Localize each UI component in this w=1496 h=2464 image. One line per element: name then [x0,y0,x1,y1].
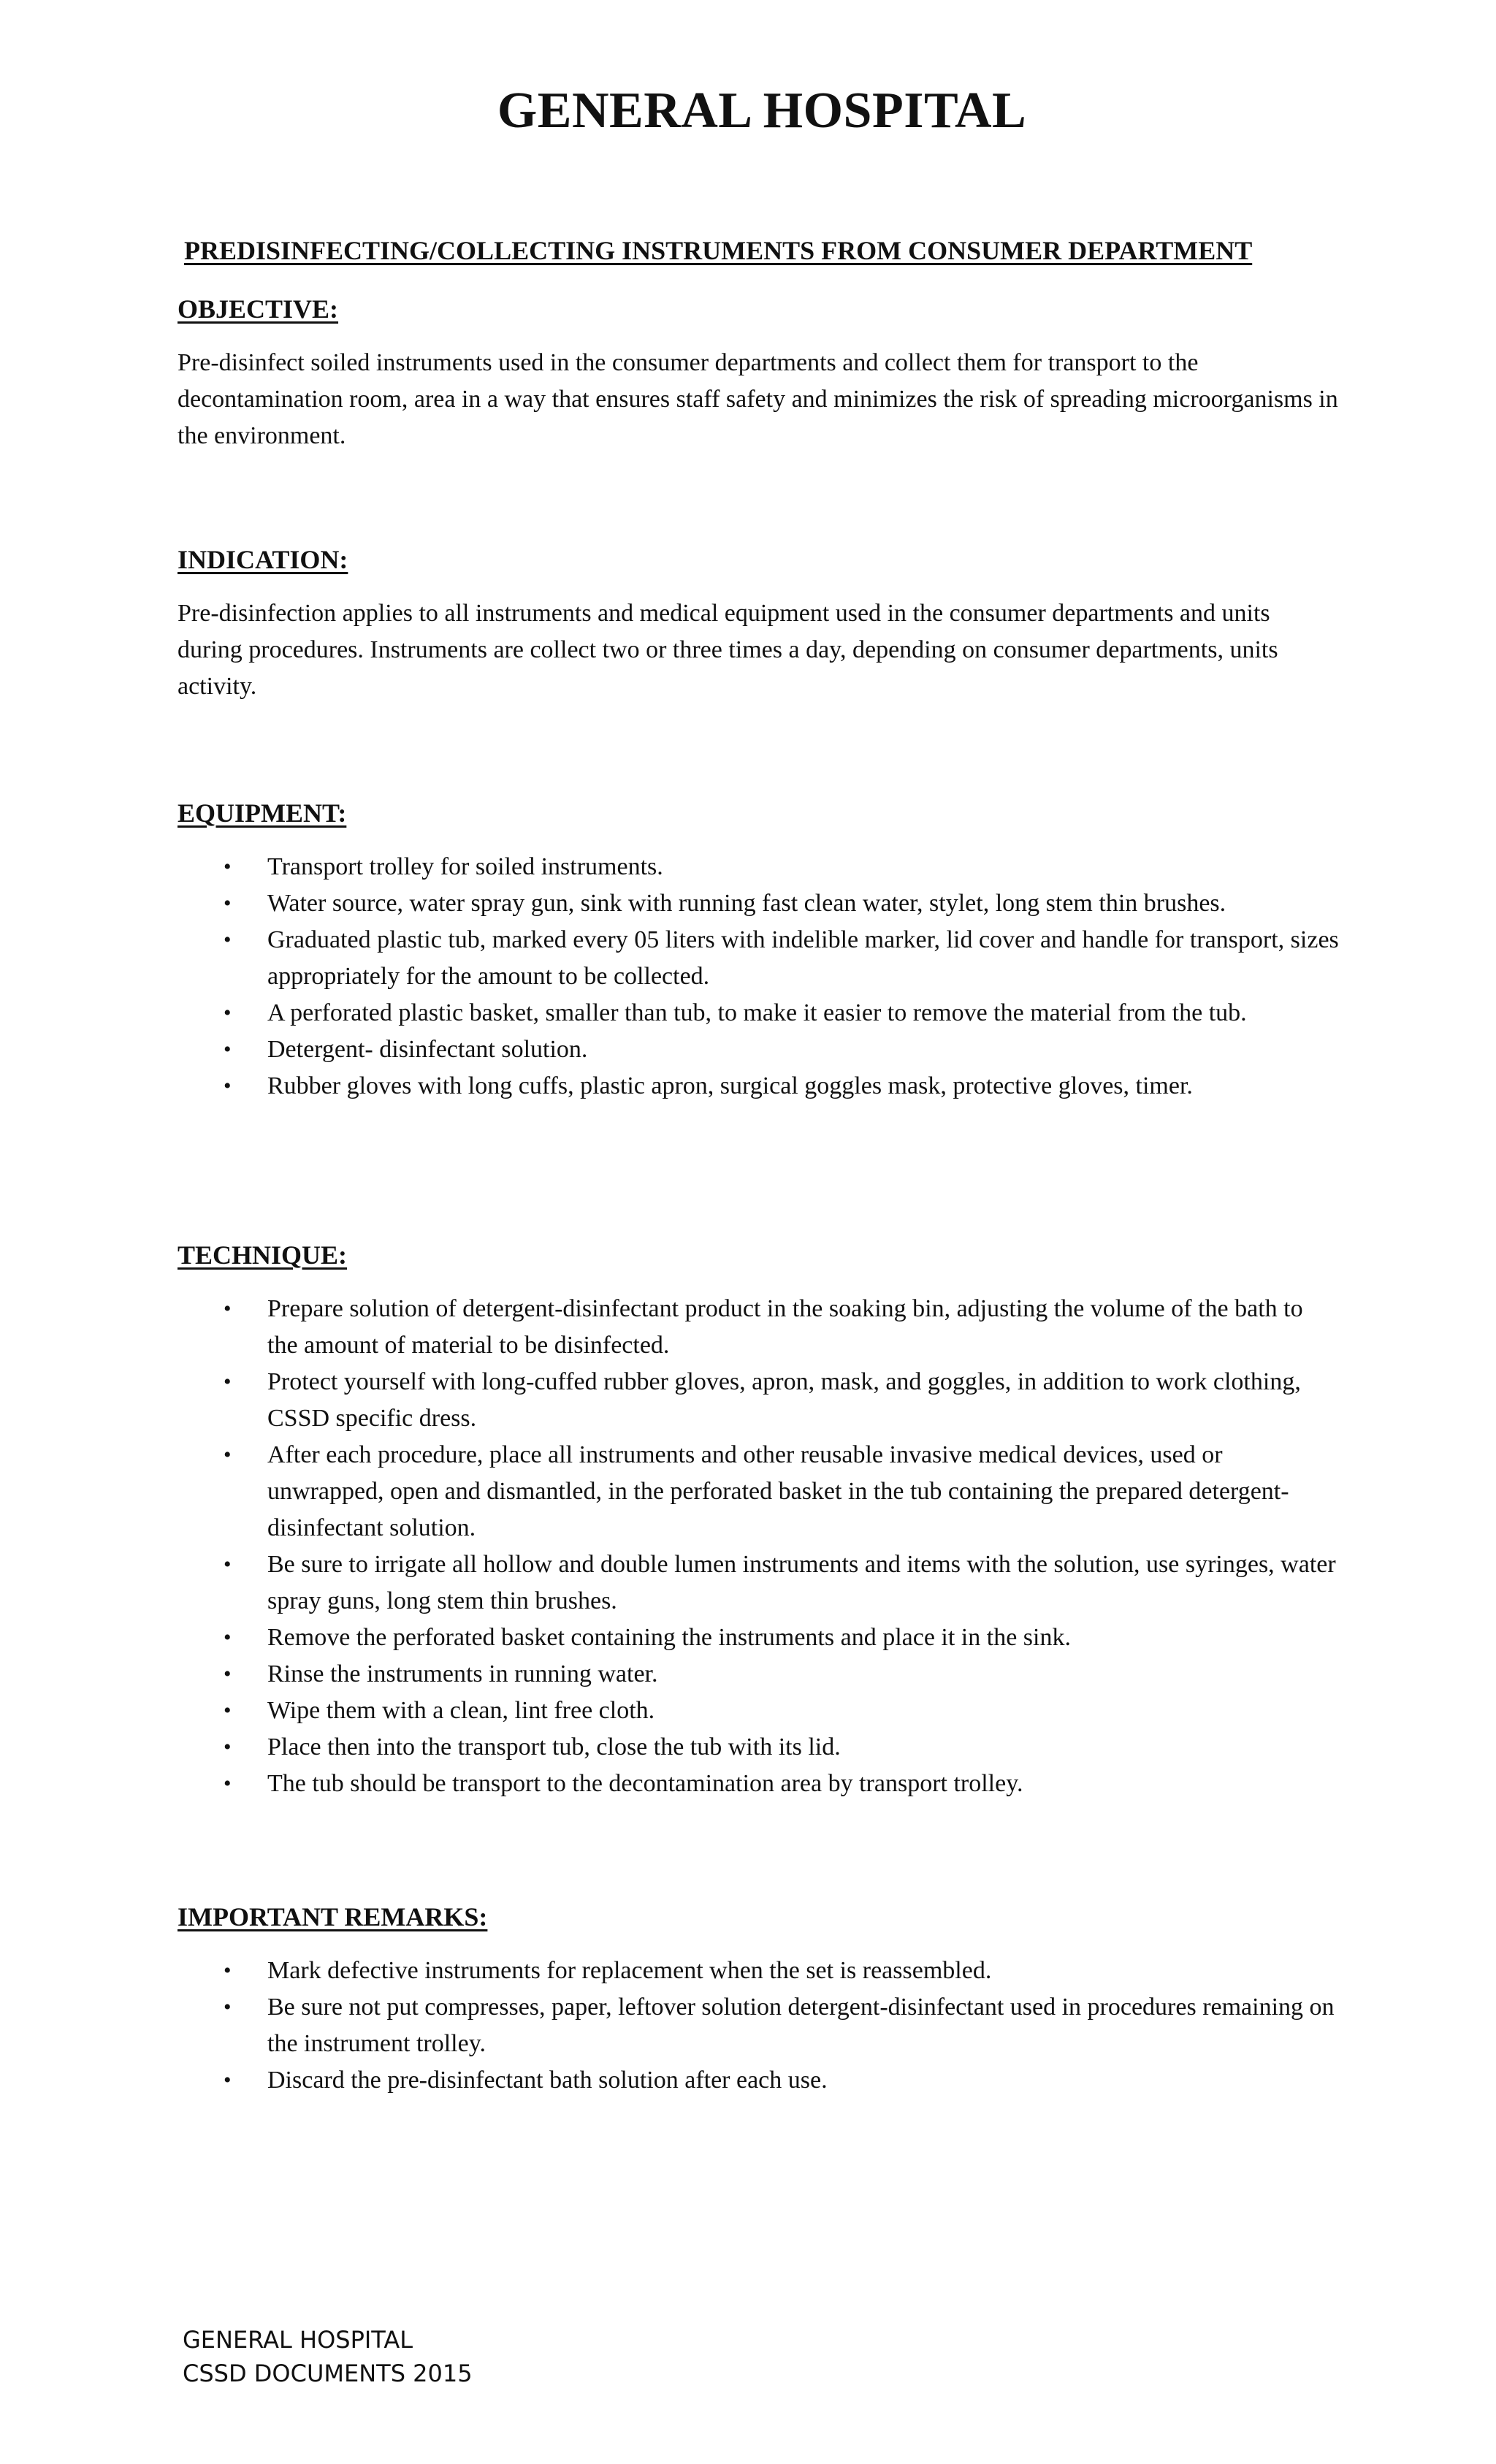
equipment-section [178,798,1339,1105]
bullet-icon: • [224,2068,232,2092]
list-item-text: After each procedure, place all instruments and other reusable invasive medical devices, used or unwrapped, open and dismantled, in the perforated basket in the tub containing the prepared detergent-disinfectant solution. [267,1441,1289,1541]
objective-text: Pre-disinfect soiled instruments used in the consumer departments and collect them for transport to the decontamination room, area in a way that ensures staff safety and minimizes the risk of spreading microorganisms in the environment. [178,349,1338,449]
bullet-icon: • [224,1735,232,1759]
bullet-icon: • [224,1995,232,2019]
bullet-icon: • [224,1771,232,1796]
equipment-heading: EQUIPMENT: [178,798,347,828]
list-item-text: A perforated plastic basket, smaller than tub, to make it easier to remove the material from the tub. [267,999,1247,1026]
list-item [178,885,1339,922]
footer-line-document-set: CSSD DOCUMENTS 2015 [183,2360,473,2387]
list-item [178,1656,1339,1693]
document-title: GENERAL HOSPITAL [497,83,1027,139]
list-item [178,1068,1339,1105]
list-item [178,1546,1339,1620]
technique-list [178,1291,1339,1802]
page-footer [183,2323,473,2390]
list-item [178,1364,1339,1437]
indication-section [178,544,1339,705]
list-item-text: Mark defective instruments for replacement when the set is reassembled. [267,1957,992,1984]
list-item-text: Graduated plastic tub, marked every 05 liters with indelible marker, lid cover and handle for transport, sizes appropriately for the amount to be collected. [267,926,1339,990]
bullet-icon: • [224,1074,232,1098]
list-item [178,922,1339,995]
list-item [178,1953,1339,1989]
list-item [178,1031,1339,1068]
bullet-icon: • [224,1370,232,1394]
list-item [178,1437,1339,1546]
list-item [178,1620,1339,1656]
list-item-text: Wipe them with a clean, lint free cloth. [267,1697,655,1724]
document-subtitle: PREDISINFECTING/COLLECTING INSTRUMENTS FROM CONSUMER DEPARTMENT [184,236,1253,265]
bullet-icon: • [224,1297,232,1321]
equipment-list [178,849,1339,1105]
bullet-icon: • [224,1552,232,1576]
list-item-text: Detergent- disinfectant solution. [267,1036,588,1063]
technique-section [178,1240,1339,1802]
bullet-icon: • [224,1625,232,1649]
remarks-section [178,1902,1339,2099]
list-item-text: Protect yourself with long-cuffed rubber gloves, apron, mask, and goggles, in addition to work clothing, CSSD specific dress. [267,1368,1301,1432]
bullet-icon: • [224,1001,232,1025]
bullet-icon: • [224,1662,232,1686]
list-item-text: The tub should be transport to the decontamination area by transport trolley. [267,1770,1023,1797]
list-item [178,1766,1339,1802]
list-item-text: Water source, water spray gun, sink with running fast clean water, stylet, long stem thin brushes. [267,890,1226,917]
list-item [178,1989,1339,2062]
list-item-text: Remove the perforated basket containing the instruments and place it in the sink. [267,1624,1071,1651]
list-item-text: Transport trolley for soiled instruments. [267,853,663,880]
bullet-icon: • [224,1037,232,1061]
bullet-icon: • [224,928,232,952]
bullet-icon: • [224,891,232,915]
remarks-list [178,1953,1339,2099]
list-item-text: Place then into the transport tub, close the tub with its lid. [267,1733,841,1761]
footer-line-organization: GENERAL HOSPITAL [183,2326,413,2354]
list-item-text: Rubber gloves with long cuffs, plastic apron, surgical goggles mask, protective gloves, timer. [267,1072,1193,1099]
list-item [178,849,1339,885]
list-item-text: Rinse the instruments in running water. [267,1660,658,1687]
objective-heading: OBJECTIVE: [178,294,339,324]
technique-heading: TECHNIQUE: [178,1240,348,1270]
remarks-heading: IMPORTANT REMARKS: [178,1902,488,1931]
list-item [178,1729,1339,1766]
bullet-icon: • [224,1443,232,1467]
list-item [178,1291,1339,1364]
list-item [178,1693,1339,1729]
indication-heading: INDICATION: [178,545,348,574]
list-item-text: Be sure not put compresses, paper, leftover solution detergent-disinfectant used in procedures remaining on the instrument trolley. [267,1994,1335,2057]
bullet-icon: • [224,1958,232,1983]
bullet-icon: • [224,1698,232,1723]
list-item [178,995,1339,1031]
list-item-text: Discard the pre-disinfectant bath solution after each use. [267,2067,828,2094]
indication-text: Pre-disinfection applies to all instruments and medical equipment used in the consumer departments and units during procedures. Instruments are collect two or three times a day, depending on consumer departments, units activity. [178,600,1278,700]
bullet-icon: • [224,855,232,879]
objective-section [178,294,1339,454]
list-item [178,2062,1339,2099]
list-item-text: Prepare solution of detergent-disinfectant product in the soaking bin, adjusting the volume of the bath to the amount of material to be disinfected. [267,1295,1303,1359]
list-item-text: Be sure to irrigate all hollow and double lumen instruments and items with the solution, use syringes, water spray guns, long stem thin brushes. [267,1551,1336,1614]
